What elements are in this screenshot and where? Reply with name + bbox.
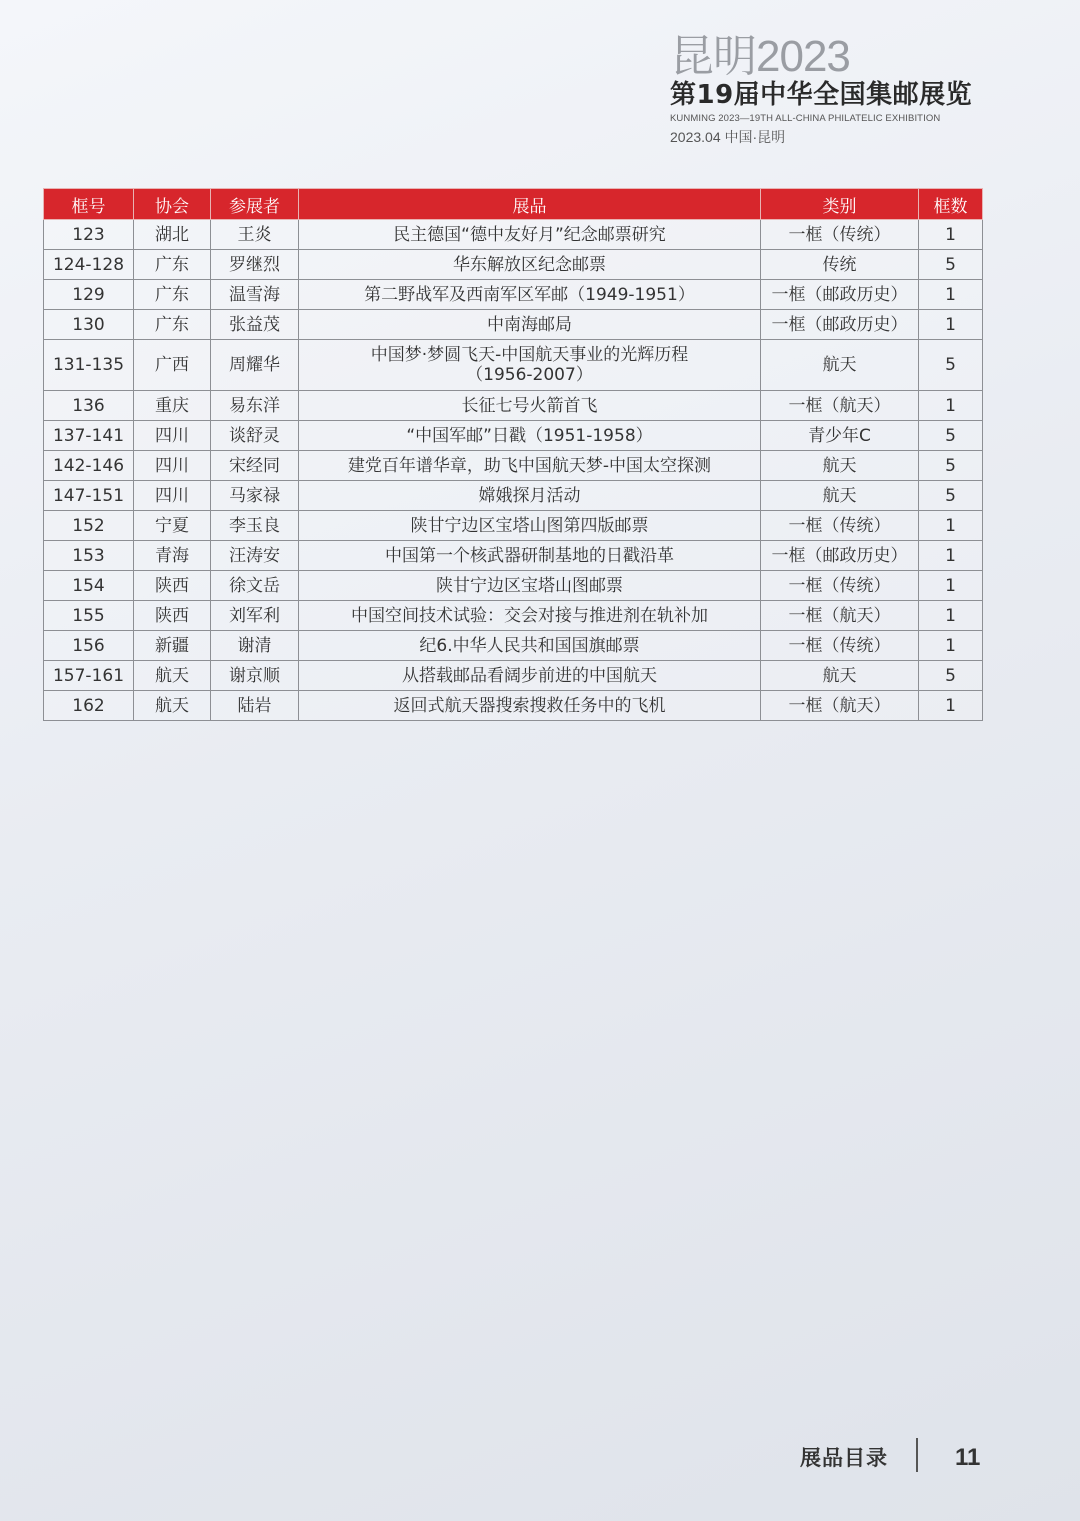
cell-frame-count: 1 [919, 310, 983, 340]
cell-exhibit [299, 541, 761, 571]
cell-frame-count: 1 [919, 511, 983, 541]
footer-divider [916, 1438, 918, 1472]
cell-exhibitor: 徐文岳 [211, 571, 299, 601]
cell-association: 广东 [134, 310, 211, 340]
table-row [44, 310, 983, 340]
cell-frame-no: 153 [44, 541, 134, 571]
cell-exhibit [299, 691, 761, 721]
exhibit-title-line: 陕甘宁边区宝塔山图第四版邮票 [410, 515, 649, 536]
col-header-association: 协会 [134, 189, 211, 220]
cell-category: 一框（邮政历史） [761, 541, 919, 571]
table-row [44, 481, 983, 511]
cell-association: 陕西 [134, 571, 211, 601]
exhibit-title-line: 中国梦·梦圆飞天-中国航天事业的光辉历程 [370, 345, 689, 365]
cell-category: 青少年C [761, 421, 919, 451]
cell-frame-count: 1 [919, 541, 983, 571]
cell-category: 航天 [761, 661, 919, 691]
exhibit-title-line: 嫦娥探月活动 [478, 485, 581, 506]
cell-frame-count: 1 [919, 280, 983, 310]
cell-frame-no: 154 [44, 571, 134, 601]
cell-exhibit [299, 220, 761, 250]
col-header-category: 类别 [761, 189, 919, 220]
cell-category: 一框（传统） [761, 220, 919, 250]
header-subtitle: KUNMING 2023—19TH ALL-CHINA PHILATELIC EXHIBITION [670, 113, 941, 124]
cell-category: 一框（邮政历史） [761, 280, 919, 310]
cell-exhibitor: 李玉良 [211, 511, 299, 541]
cell-frame-count: 5 [919, 340, 983, 391]
cell-frame-no: 131-135 [44, 340, 134, 391]
table-row [44, 280, 983, 310]
cell-frame-count: 1 [919, 220, 983, 250]
cell-exhibitor: 刘军利 [211, 601, 299, 631]
cell-exhibit [299, 391, 761, 421]
cell-frame-count: 1 [919, 601, 983, 631]
cell-category: 一框（航天） [761, 391, 919, 421]
cell-frame-count: 5 [919, 451, 983, 481]
cell-exhibitor: 温雪海 [211, 280, 299, 310]
cell-association: 新疆 [134, 631, 211, 661]
cell-association: 航天 [134, 691, 211, 721]
cell-exhibitor: 谢京顺 [211, 661, 299, 691]
table-row [44, 511, 983, 541]
exhibit-title-line: （1956-2007） [466, 365, 593, 385]
exhibit-title-line: 民主德国“德中友好月”纪念邮票研究 [393, 224, 666, 245]
cell-association: 四川 [134, 421, 211, 451]
exhibit-title-line: 中国空间技术试验：交会对接与推进剂在轨补加 [351, 605, 708, 626]
table-row [44, 601, 983, 631]
exhibit-catalog-table [43, 188, 983, 721]
cell-frame-count: 1 [919, 691, 983, 721]
cell-frame-no: 129 [44, 280, 134, 310]
table-row [44, 661, 983, 691]
cell-exhibit [299, 340, 761, 391]
cell-exhibit [299, 451, 761, 481]
cell-association: 四川 [134, 451, 211, 481]
table-row [44, 421, 983, 451]
table-body [44, 220, 983, 721]
page-number: 11 [955, 1444, 981, 1471]
cell-exhibit [299, 511, 761, 541]
cell-exhibitor: 张益茂 [211, 310, 299, 340]
cell-exhibit [299, 661, 761, 691]
cell-exhibit [299, 481, 761, 511]
table-row [44, 691, 983, 721]
cell-exhibit [299, 631, 761, 661]
exhibit-title-line: “中国军邮”日戳（1951-1958） [406, 425, 653, 446]
cell-frame-no: 124-128 [44, 250, 134, 280]
exhibit-title-line: 纪6.中华人民共和国国旗邮票 [419, 635, 640, 656]
col-header-frame-count: 框数 [919, 189, 983, 220]
cell-association: 陕西 [134, 601, 211, 631]
table-row [44, 391, 983, 421]
cell-frame-no: 157-161 [44, 661, 134, 691]
cell-association: 青海 [134, 541, 211, 571]
cell-frame-count: 1 [919, 391, 983, 421]
cell-association: 航天 [134, 661, 211, 691]
exhibit-title-line: 长征七号火箭首飞 [461, 395, 598, 416]
col-header-exhibit: 展品 [299, 189, 761, 220]
cell-frame-count: 1 [919, 571, 983, 601]
cell-category: 航天 [761, 451, 919, 481]
cell-frame-no: 123 [44, 220, 134, 250]
cell-category: 一框（邮政历史） [761, 310, 919, 340]
cell-frame-no: 162 [44, 691, 134, 721]
col-header-exhibitor: 参展者 [211, 189, 299, 220]
cell-category: 一框（传统） [761, 631, 919, 661]
cell-exhibitor: 罗继烈 [211, 250, 299, 280]
exhibit-title-line: 返回式航天器搜索搜救任务中的飞机 [393, 695, 666, 716]
exhibit-title-line: 华东解放区纪念邮票 [453, 254, 606, 275]
cell-exhibitor: 谢清 [211, 631, 299, 661]
cell-frame-count: 5 [919, 481, 983, 511]
cell-exhibitor: 汪涛安 [211, 541, 299, 571]
table-row [44, 571, 983, 601]
cell-exhibitor: 周耀华 [211, 340, 299, 391]
cell-frame-no: 152 [44, 511, 134, 541]
exhibit-title-line: 第二野战军及西南军区军邮（1949-1951） [364, 284, 695, 305]
table-row [44, 220, 983, 250]
exhibit-title-line: 建党百年谱华章，助飞中国航天梦-中国太空探测 [347, 455, 712, 476]
table-row [44, 250, 983, 280]
cell-exhibit [299, 310, 761, 340]
cell-exhibitor: 陆岩 [211, 691, 299, 721]
cell-frame-count: 5 [919, 421, 983, 451]
cell-category: 一框（航天） [761, 691, 919, 721]
cell-frame-no: 142-146 [44, 451, 134, 481]
cell-exhibitor: 宋经同 [211, 451, 299, 481]
cell-exhibitor: 易东洋 [211, 391, 299, 421]
cell-association: 湖北 [134, 220, 211, 250]
cell-category: 一框（航天） [761, 601, 919, 631]
cell-association: 广西 [134, 340, 211, 391]
cell-frame-no: 136 [44, 391, 134, 421]
cell-association: 四川 [134, 481, 211, 511]
exhibit-title-line: 陕甘宁边区宝塔山图邮票 [436, 575, 623, 596]
header-title: 第19届中华全国集邮展览 [670, 80, 973, 110]
header-date-place: 2023.04 中国·昆明 [670, 129, 786, 145]
table-row [44, 631, 983, 661]
cell-frame-no: 155 [44, 601, 134, 631]
cell-frame-count: 5 [919, 661, 983, 691]
cell-exhibitor: 王炎 [211, 220, 299, 250]
cell-frame-count: 1 [919, 631, 983, 661]
cell-category: 一框（传统） [761, 571, 919, 601]
cell-frame-no: 130 [44, 310, 134, 340]
cell-association: 广东 [134, 250, 211, 280]
cell-exhibit [299, 571, 761, 601]
exhibit-title-line: 从搭载邮品看阔步前进的中国航天 [402, 665, 657, 686]
cell-exhibit [299, 601, 761, 631]
cell-category: 航天 [761, 340, 919, 391]
header-city-year: 昆明2023 [670, 32, 850, 81]
cell-exhibitor: 谈舒灵 [211, 421, 299, 451]
col-header-frame-no: 框号 [44, 189, 134, 220]
cell-category: 传统 [761, 250, 919, 280]
exhibit-title-line: 中南海邮局 [487, 314, 572, 335]
cell-exhibit [299, 421, 761, 451]
cell-category: 航天 [761, 481, 919, 511]
footer-section-label: 展品目录 [800, 1446, 888, 1470]
cell-association: 宁夏 [134, 511, 211, 541]
cell-frame-no: 137-141 [44, 421, 134, 451]
page-header [670, 34, 1000, 147]
cell-association: 广东 [134, 280, 211, 310]
exhibit-title-line: 中国第一个核武器研制基地的日戳沿革 [385, 545, 674, 566]
cell-association: 重庆 [134, 391, 211, 421]
cell-exhibitor: 马家禄 [211, 481, 299, 511]
cell-exhibit [299, 280, 761, 310]
cell-frame-no: 156 [44, 631, 134, 661]
cell-category: 一框（传统） [761, 511, 919, 541]
table-row [44, 451, 983, 481]
cell-frame-count: 5 [919, 250, 983, 280]
table-header-row [44, 189, 983, 220]
cell-frame-no: 147-151 [44, 481, 134, 511]
table-row [44, 541, 983, 571]
table-row [44, 340, 983, 391]
cell-exhibit [299, 250, 761, 280]
